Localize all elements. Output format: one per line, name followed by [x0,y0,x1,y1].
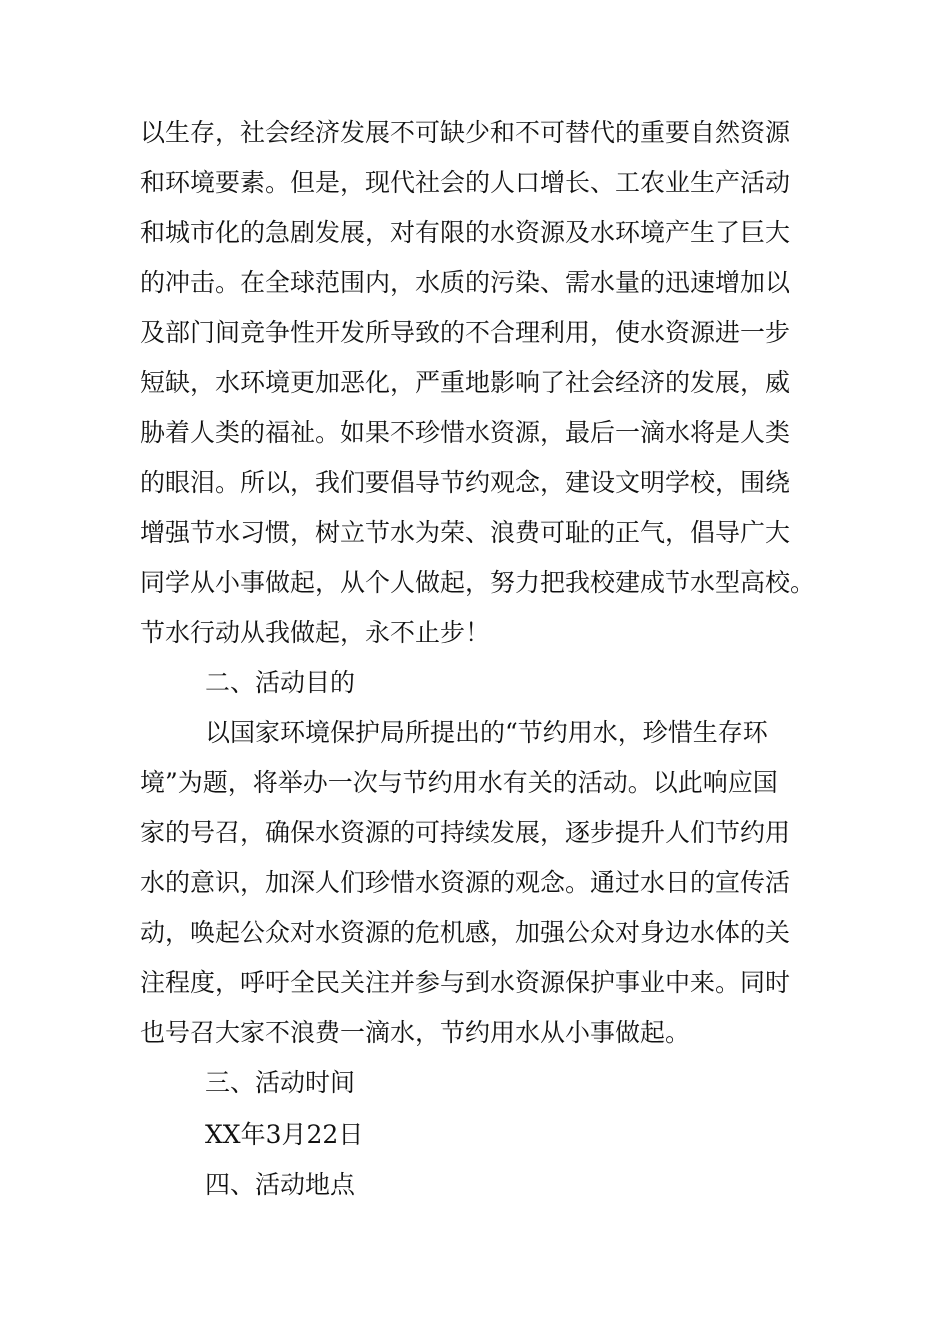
body-text-line: 动，唤起公众对水资源的危机感，加强公众对身边水体的关 [140,918,791,947]
body-text-line: 短缺，水环境更加恶化，严重地影响了社会经济的发展，威 [140,368,791,397]
body-text-line: 也号召大家不浪费一滴水，节约用水从小事做起。 [140,1018,691,1047]
body-text-line: 和环境要素。但是，现代社会的人口增长、工农业生产活动 [140,168,791,197]
body-text-line: 和城市化的急剧发展，对有限的水资源及水环境产生了巨大 [140,218,791,247]
body-text-line: 的冲击。在全球范围内，水质的污染、需水量的迅速增加以 [140,268,791,297]
body-text-line: 节水行动从我做起，永不止步！ [140,618,491,647]
section-heading: 四、活动地点 [205,1170,356,1199]
body-text-line: 同学从小事做起，从个人做起，努力把我校建成节水型高校。 [140,568,816,597]
body-text-line: 家的号召，确保水资源的可持续发展，逐步提升人们节约用 [140,818,791,847]
body-text-line: 水的意识，加深人们珍惜水资源的观念。通过水日的宣传活 [140,868,791,897]
body-text-line: 及部门间竞争性开发所导致的不合理利用，使水资源进一步 [140,318,791,347]
date-text: XX年3月22日 [205,1120,364,1149]
body-text-line: 注程度，呼吁全民关注并参与到水资源保护事业中来。同时 [140,968,791,997]
body-text-line: 以国家环境保护局所提出的“节约用水，珍惜生存环 [205,718,768,747]
section-heading: 三、活动时间 [205,1068,356,1097]
body-text-line: 境”为题，将举办一次与节约用水有关的活动。以此响应国 [140,768,778,797]
body-text-line: 以生存，社会经济发展不可缺少和不可替代的重要自然资源 [140,118,791,147]
body-text-line: 胁着人类的福祉。如果不珍惜水资源，最后一滴水将是人类 [140,418,791,447]
body-text-line: 的眼泪。所以，我们要倡导节约观念，建设文明学校，围绕 [140,468,791,497]
body-text-line: 增强节水习惯，树立节水为荣、浪费可耻的正气，倡导广大 [140,518,791,547]
section-heading: 二、活动目的 [205,668,356,697]
